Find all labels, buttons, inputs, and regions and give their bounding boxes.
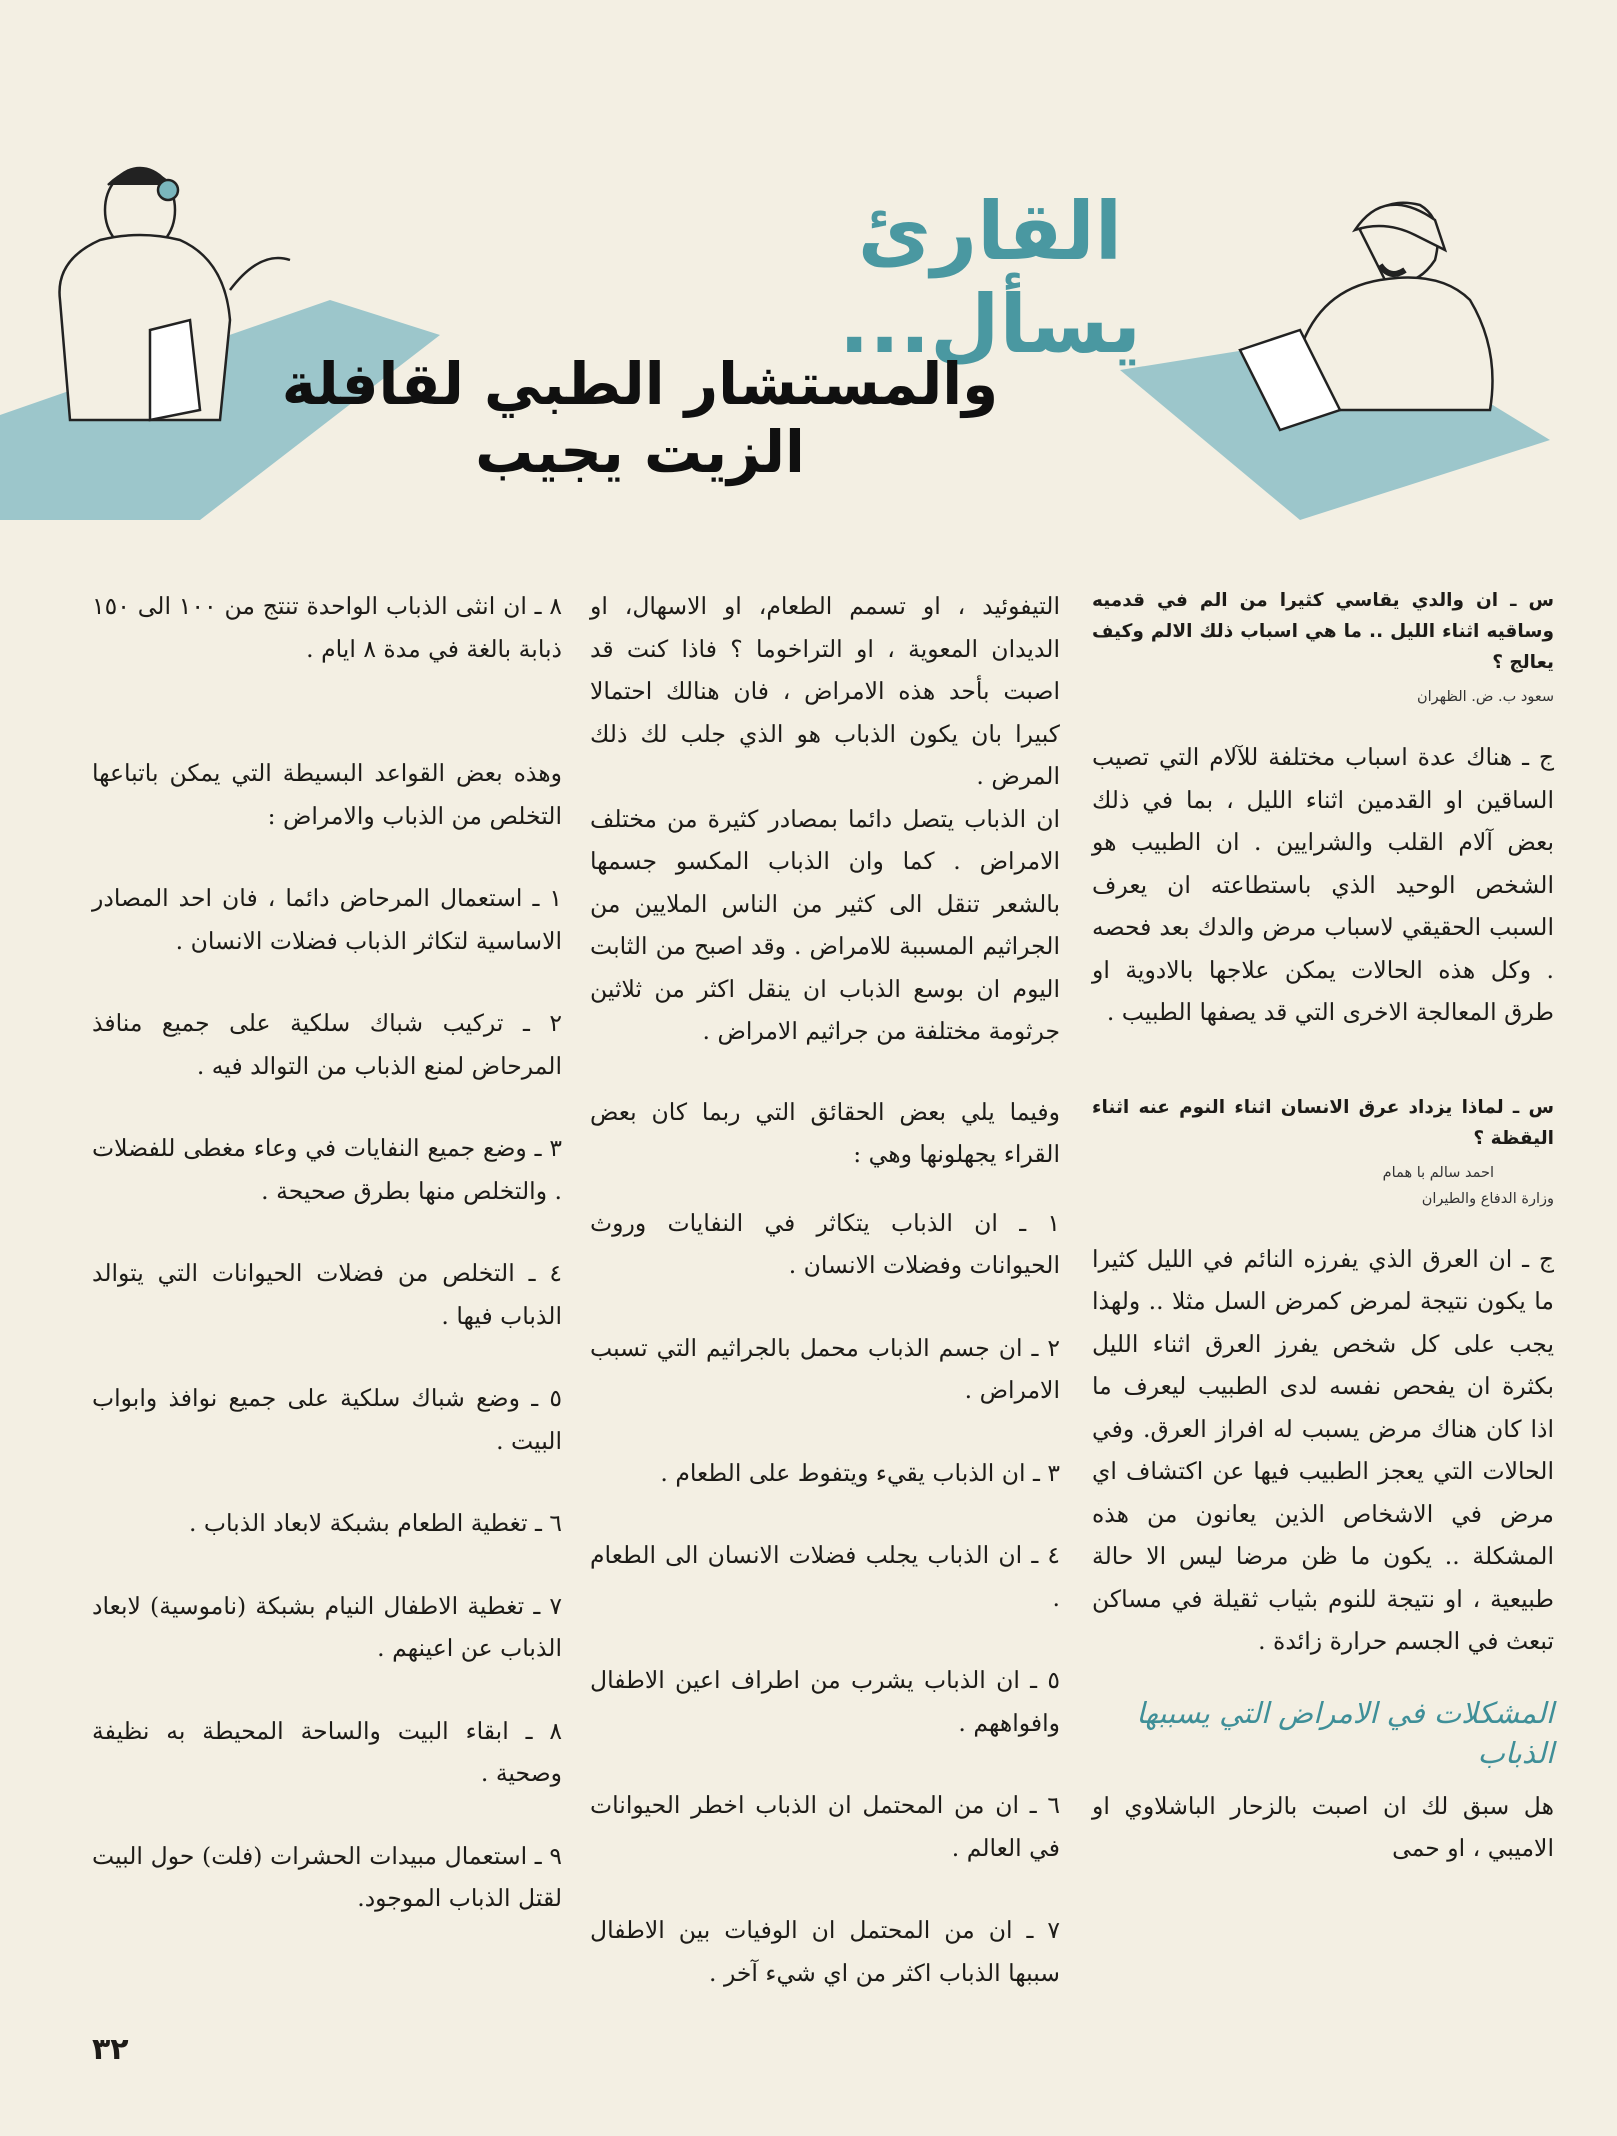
middle-continuation: التيفوئيد ، او تسمم الطعام، او الاسهال، او الديدان المعوية ، او التراخوما ؟ فاذا كنت قد اصبت بأحد هذه الامراض ، فان هنالك احتمالا كبيرا بان يكون الذباب هو الذي جلب لك ذلك المرض . [590,592,1060,790]
rule-item: ٦ ـ تغطية الطعام بشبكة لابعاد الذباب . [188,1509,562,1537]
fact-item: ٢ ـ ان جسم الذباب محمل بالجراثيم التي تسبب الامراض . [590,1333,1060,1404]
section-heading: المشكلات في الامراض التي يسببها الذباب [1136,1695,1554,1770]
fact-item: ٧ ـ ان من المحتمل ان الوفيات بين الاطفال سببها الذباب اكثر من اي شيء آخر . [590,1916,1060,1987]
page-subtitle: والمستشار الطبي لقافلة الزيت يجيب [281,350,999,486]
question-1-signature: سعود ب. ض. الظهران [1416,689,1554,705]
question-2-signature-org: وزارة الدفاع والطيران [1421,1190,1554,1207]
fact-item: ٦ ـ ان من المحتمل ان الذباب اخطر الحيوانات في العالم . [590,1791,1060,1862]
rule-item: ٥ ـ وضع شباك سلكية على جميع نوافذ وابواب البيت . [92,1384,562,1455]
rule-item: ٢ ـ تركيب شباك سلكية على جميع منافذ المرحاض لمنع الذباب من التوالد فيه . [92,1009,562,1080]
page-title: القارئ يسأل... [838,185,1142,371]
fact-item: ٣ ـ ان الذباب يقيء ويتفوط على الطعام . [660,1458,1060,1487]
rule-item: ٨ ـ ابقاء البيت والساحة المحيطة به نظيفة وصحية . [92,1716,562,1787]
rule-item: ٤ ـ التخلص من فضلات الحيوانات التي يتوالد الذباب فيها . [92,1259,562,1330]
rules-intro: وهذه بعض القواعد البسيطة التي يمكن باتباعها التخلص من الذباب والامراض : [92,759,562,830]
left-column [92,585,562,1920]
middle-paragraph-2: ان الذباب يتصل دائما بمصادر كثيرة من مختلف الامراض . كما وان الذباب المكسو جسمها بالشعر تنقل الى كثير من الناس الملايين من الجراثيم المسببة للامراض . وقد اصبح من الثابت اليوم ان بوسع الذباب ان ينقل اكثر من ثلاثين جرثومة مختلفة من جراثيم الامراض . [590,804,1060,1045]
fact-item: ١ ـ ان الذباب يتكاثر في النفايات وروث الحيوانات وفضلات الانسان . [590,1208,1060,1279]
header-illustration [0,0,1617,540]
fact-item: ٤ ـ ان الذباب يجلب فضلات الانسان الى الطعام . [590,1541,1060,1612]
page-number: ٣٢ [92,2032,129,2067]
section-intro: هل سبق لك ان اصبت بالزحار الباشلاوي او الاميبي ، او حمى [1092,1791,1554,1862]
answer-1: ج ـ هناك عدة اسباب مختلفة للآلام التي تصيب الساقين او القدمين اثناء الليل ، بما في ذلك بعض آلام القلب والشرايين . ان الطبيب هو الشخص الوحيد الذي باستطاعته ان يعرف السبب الحقيقي لاسباب مرض والدك بعد فحصه . وكل هذه الحالات يمكن علاجها بالادوية او طرق المعالجة الاخرى التي قد يصفها الطبيب . [1092,743,1554,1026]
middle-paragraph-3: وفيما يلي بعض الحقائق التي ربما كان بعض القراء يجهلونها وهي : [590,1097,1060,1168]
rule-item: ١ ـ استعمال المرحاض دائما ، فان احد المصادر الاساسية لتكاثر الذباب فضلات الانسان . [92,884,562,955]
middle-column [590,585,1060,1994]
answer-2: ج ـ ان العرق الذي يفرزه النائم في الليل كثيرا ما يكون نتيجة لمرض كمرض السل مثلا .. ولهذا يجب على كل شخص يفرز العرق اثناء الليل بكثرة ان يفحص نفسه لدى الطبيب ليعرف ما اذا كان هناك مرض يسبب له افراز العرق. وفي الحالات التي يعجز الطبيب فيها عن اكتشاف اي مرض في الاشخاص الذين يعانون من هذه المشكلة .. يكون ما ظن مرضا ليس الا حالة طبيعية ، او نتيجة للنوم بثياب ثقيلة في مساكن تبعث في الجسم حرارة زائدة . [1092,1244,1554,1655]
reader-figure [1240,203,1493,430]
fact-item: ٥ ـ ان الذباب يشرب من اطراف اعين الاطفال وافواههم . [590,1666,1060,1737]
question-1: س ـ ان والدي يقاسي كثيرا من الم في قدميه وساقيه اثناء الليل .. ما هي اسباب ذلك الالم وكيف يعالج ؟ [1092,590,1554,673]
fact-item-8: ٨ ـ ان انثى الذباب الواحدة تنتج من ١٠٠ الى ١٥٠ ذبابة بالغة في مدة ٨ ايام . [92,592,563,663]
rule-item: ٩ ـ استعمال مبيدات الحشرات (فلت) حول البيت لقتل الذباب الموجود. [92,1841,562,1912]
question-2-signature-name: احمد سالم با همام [1382,1164,1494,1181]
rule-item: ٧ ـ تغطية الاطفال النيام بشبكة (ناموسية) لابعاد الذباب عن اعينهم . [92,1591,562,1662]
question-2: س ـ لماذا يزداد عرق الانسان اثناء النوم عنه اثناء اليقظة ؟ [1092,1096,1554,1149]
rule-item: ٣ ـ وضع جميع النفايات في وعاء مغطى للفضلات . والتخلص منها بطرق صحيحة . [92,1134,562,1205]
right-column [1092,585,1554,1870]
